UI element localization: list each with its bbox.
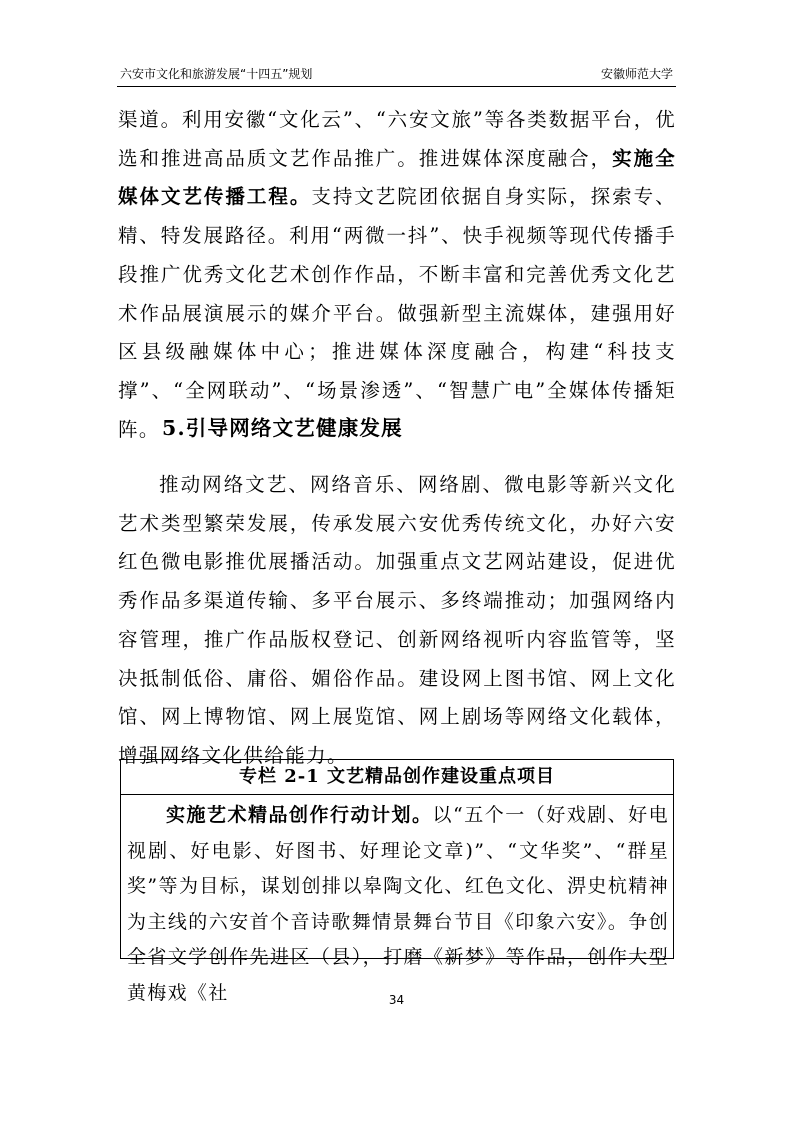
column-box-title: 专栏 2-1 文艺精品创作建设重点项目 (121, 760, 673, 795)
paragraph-1-text-b: 支持文艺院团依据自身实际，探索专、精、特发展路径。利用“两微一抖”、快手视频等现代传播手段推广优秀文化艺术创作作品，不断丰富和完善优秀文化艺术作品展演展示的媒介平台。做强新型主流媒体，建强用好区县级融媒体中心；推进媒体深度融合，构建“科技支撑”、“全网联动”、“场景渗透”、“智慧广电”全媒体传播矩阵。 (118, 185, 676, 441)
section-heading: 5.引导网络文艺健康发展 (162, 416, 403, 440)
column-box-bold: 实施艺术精品创作行动计划。 (166, 804, 433, 826)
body-paragraph-2: 推动网络文艺、网络音乐、网络剧、微电影等新兴文化艺术类型繁荣发展，传承发展六安优秀传统文化，办好六安红色微电影推优展播活动。加强重点文艺网站建设，促进优秀作品多渠道传输、多平台展示、多终端推动；加强网络内容管理，推广作品版权登记、创新网络视听内容监管等，坚决抵制低俗、庸俗、媚俗作品。建设网上图书馆、网上文化馆、网上博物馆、网上展览馆、网上剧场等网络文化载体，增强网络文化供给能力。 (118, 473, 676, 767)
paragraph-1-text-a: 渠道。利用安徽“文化云”、“六安文旅”等各类数据平台，优选和推进高品质文艺作品推广。推进媒体深度融合， (118, 108, 676, 170)
column-box-text: 以“五个一（好戏剧、好电视剧、好电影、好图书、好理论文章)”、“文华奖”、“群星奖”等为目标，谋划创排以皋陶文化、红色文化、淠史杭精神为主线的六安首个音诗歌舞情景舞台节目《印象六安》。争创全省文学创作先进区（县），打磨《新梦》等作品，创作大型黄梅戏《社 (127, 804, 669, 1004)
body-paragraph-1 (118, 101, 676, 449)
paragraph-1-bold: 实施全媒体文艺传播工程。 (118, 146, 677, 209)
running-header (117, 64, 676, 87)
header-document-title: 六安市文化和旅游发展“十四五”规划 (120, 67, 313, 81)
header-institution: 安徽师范大学 (600, 67, 673, 81)
column-box-body (121, 795, 673, 1011)
page-number: 34 (388, 993, 405, 1007)
